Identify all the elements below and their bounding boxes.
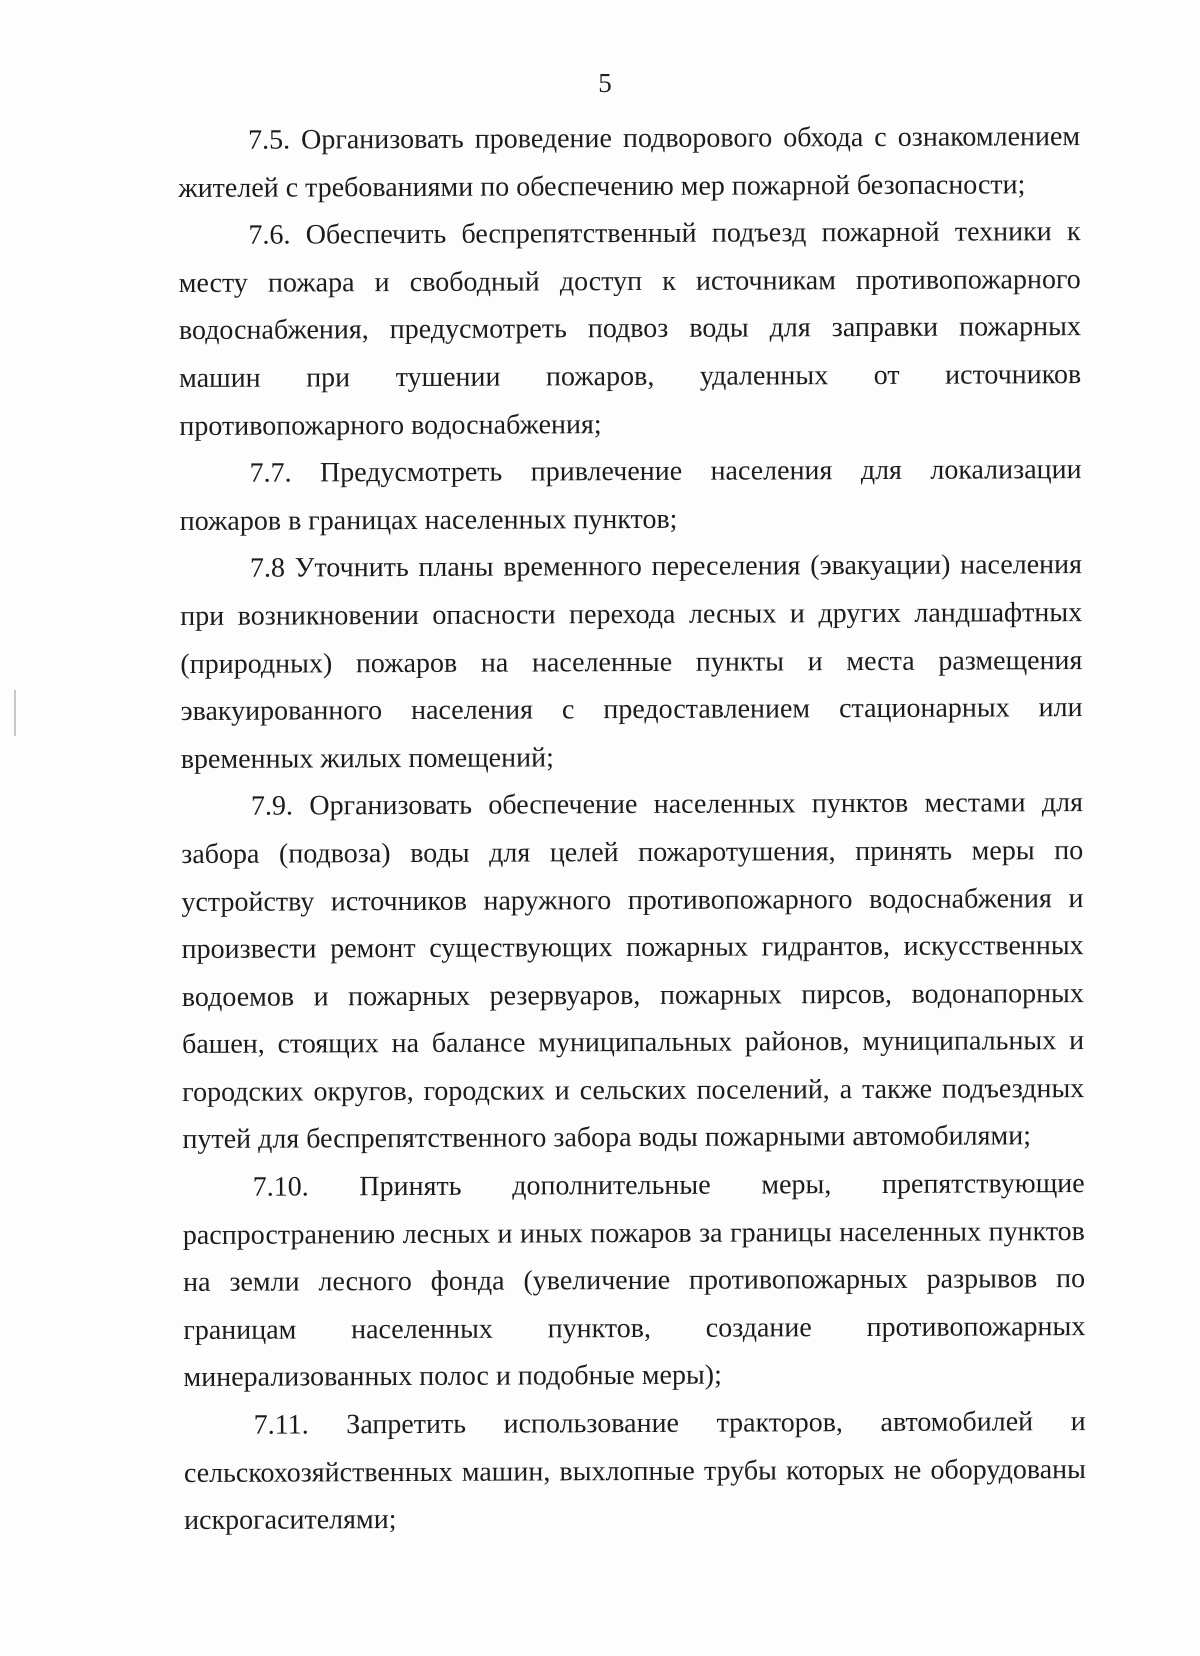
document-body (178, 113, 1086, 1545)
paragraph-7-11: 7.11. Запретить использование тракторов, автомобилей и сельскохозяйственных машин, выхлопные трубы которых не оборудованы искрогасителями; (183, 1406, 1086, 1537)
scan-artifact-line (14, 690, 16, 736)
paragraph-7-8: 7.8 Уточнить планы временного переселения (эвакуации) населения при возникновении опасности перехода лесных и других ландшафтных (природных) пожаров на населенные пункты и места размещения эвакуированного населения с предоставлением стационарных или временных жилых помещений; (180, 549, 1083, 775)
page-number: 5 (598, 68, 612, 98)
paragraph-7-7: 7.7. Предусмотреть привлечение населения для локализации пожаров в границах населенных пунктов; (179, 454, 1082, 537)
paragraph-7-9: 7.9. Организовать обеспечение населенных пунктов местами для забора (подвоза) воды для целей пожаротушения, принять меры по устройству источников наружного противопожарного водоснабжения и произвести ремонт существующих пожарных гидрантов, искусственных водоемов и пожарных резервуаров, пожарных пирсов, водонапорных башен, стоящих на балансе муниципальных районов, муниципальных и городских округов, городских и сельских поселений, а также подъездных путей для беспрепятственного забора воды пожарными автомобилями; (181, 787, 1085, 1156)
paragraph-7-6: 7.6. Обеспечить беспрепятственный подъезд пожарной техники к месту пожара и свободный доступ к источникам противопожарного водоснабжения, предусмотреть подвоз воды для заправки пожарных машин при тушении пожаров, удаленных от источников противопожарного водоснабжения; (178, 216, 1082, 442)
paragraph-7-10: 7.10. Принять дополнительные меры, препятствующие распространению лесных и иных пожаров за границы населенных пунктов на земли лесного фонда (увеличение противопожарных разрывов по границам населенных пунктов, создание противопожарных минерализованных полос и подобные меры); (182, 1168, 1086, 1394)
paragraph-7-5: 7.5. Организовать проведение подворового обхода с ознакомлением жителей с требованиями по обеспечению мер пожарной безопасности; (178, 121, 1081, 204)
